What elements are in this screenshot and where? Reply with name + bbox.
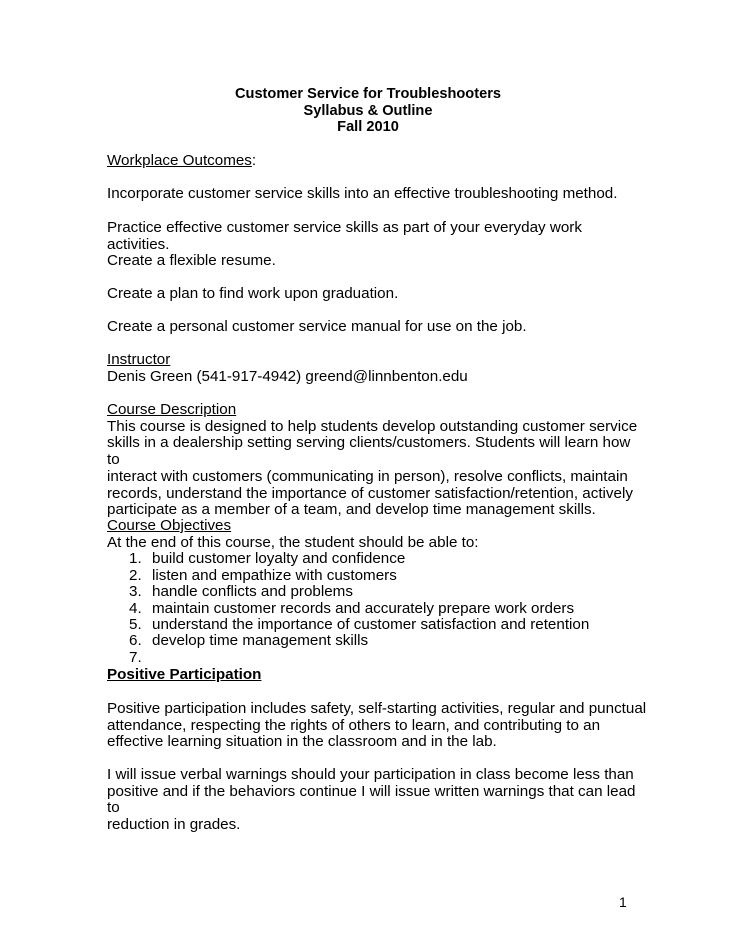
list-item-number: 4. (129, 599, 142, 617)
outcome-text: Create a flexible resume. (107, 252, 276, 269)
list-item-text: listen and empathize with customers (152, 566, 397, 584)
outcome-item (107, 220, 647, 253)
workplace-outcomes-heading (107, 153, 647, 170)
outcome-item (107, 286, 647, 303)
course-description-line: records, understand the importance of customer satisfaction/retention, actively (107, 484, 633, 502)
course-description-line: participate as a member of a team, and develop time management skills. (107, 501, 596, 519)
list-item (107, 584, 647, 600)
list-item-number: 1. (129, 550, 142, 568)
document-term: Fall 2010 (337, 119, 399, 136)
document-subtitle: Syllabus & Outline (303, 102, 433, 119)
instructor-section (107, 352, 647, 385)
course-objectives-intro: At the end of this course, the student should be able to: (107, 533, 479, 551)
course-objectives-heading: Course Objectives (107, 517, 232, 534)
list-item-text: understand the importance of customer satisfaction and retention (152, 616, 590, 634)
warnings-line: positive and if the behaviors continue I will issue written warnings that can lead to (107, 782, 636, 817)
list-item-text: handle conflicts and problems (152, 583, 353, 601)
list-item (107, 650, 647, 666)
participation-line: effective learning situation in the classroom and in the lab. (107, 733, 497, 751)
warnings-line: reduction in grades. (107, 816, 241, 834)
course-description-section (107, 402, 647, 519)
outcome-text: Practice effective customer service skills as part of your everyday work activities. (107, 219, 582, 253)
list-item (107, 633, 647, 649)
list-item-text: maintain customer records and accurately prepare work orders (152, 599, 575, 617)
instructor-details: Denis Green (541-917-4942) greend@linnbenton.edu (107, 367, 468, 385)
list-item (107, 617, 647, 633)
participation-line: attendance, respecting the rights of others to learn, and contributing to an (107, 716, 601, 734)
course-description-heading: Course Description (107, 401, 237, 418)
course-description-line: This course is designed to help students develop outstanding customer service (107, 417, 638, 435)
page-number: 1 (619, 894, 627, 910)
positive-participation-section (107, 667, 647, 684)
objectives-list (107, 551, 647, 666)
document-title: Customer Service for Troubleshooters (234, 86, 501, 102)
list-item (107, 551, 647, 567)
list-item (107, 568, 647, 584)
participation-line: Positive participation includes safety, self-starting activities, regular and punctual (107, 700, 647, 717)
course-description-line: interact with customers (communicating in person), resolve conflicts, maintain (107, 467, 628, 485)
workplace-outcomes-heading-colon: : (251, 152, 257, 169)
course-objectives-section (107, 518, 647, 666)
list-item-text: build customer loyalty and confidence (152, 550, 406, 568)
list-item-number: 6. (129, 632, 142, 650)
outcome-item (107, 319, 647, 336)
document-header (0, 86, 736, 136)
positive-participation-heading: Positive Participation (107, 666, 262, 683)
list-item-number: 3. (129, 583, 142, 601)
workplace-outcomes-section (107, 153, 647, 170)
list-item-text: develop time management skills (152, 632, 369, 650)
workplace-outcomes-heading-text: Workplace Outcomes (107, 152, 252, 169)
warnings-line: I will issue verbal warnings should your participation in class become less than (107, 766, 634, 783)
list-item-number: 5. (129, 616, 142, 634)
course-description-line: skills in a dealership setting serving clients/customers. Students will learn how to (107, 434, 631, 469)
list-item-number: 7. (129, 648, 142, 666)
outcome-item (107, 186, 647, 203)
list-item-number: 2. (129, 566, 142, 584)
instructor-heading: Instructor (107, 351, 171, 368)
list-item (107, 601, 647, 617)
outcome-text: Create a personal customer service manual for use on the job. (107, 318, 527, 335)
warnings-paragraph (107, 767, 647, 834)
outcome-text: Create a plan to find work upon graduation. (107, 285, 399, 302)
participation-paragraph (107, 701, 647, 751)
outcome-item (107, 253, 647, 270)
outcome-text: Incorporate customer service skills into an effective troubleshooting method. (107, 185, 618, 202)
